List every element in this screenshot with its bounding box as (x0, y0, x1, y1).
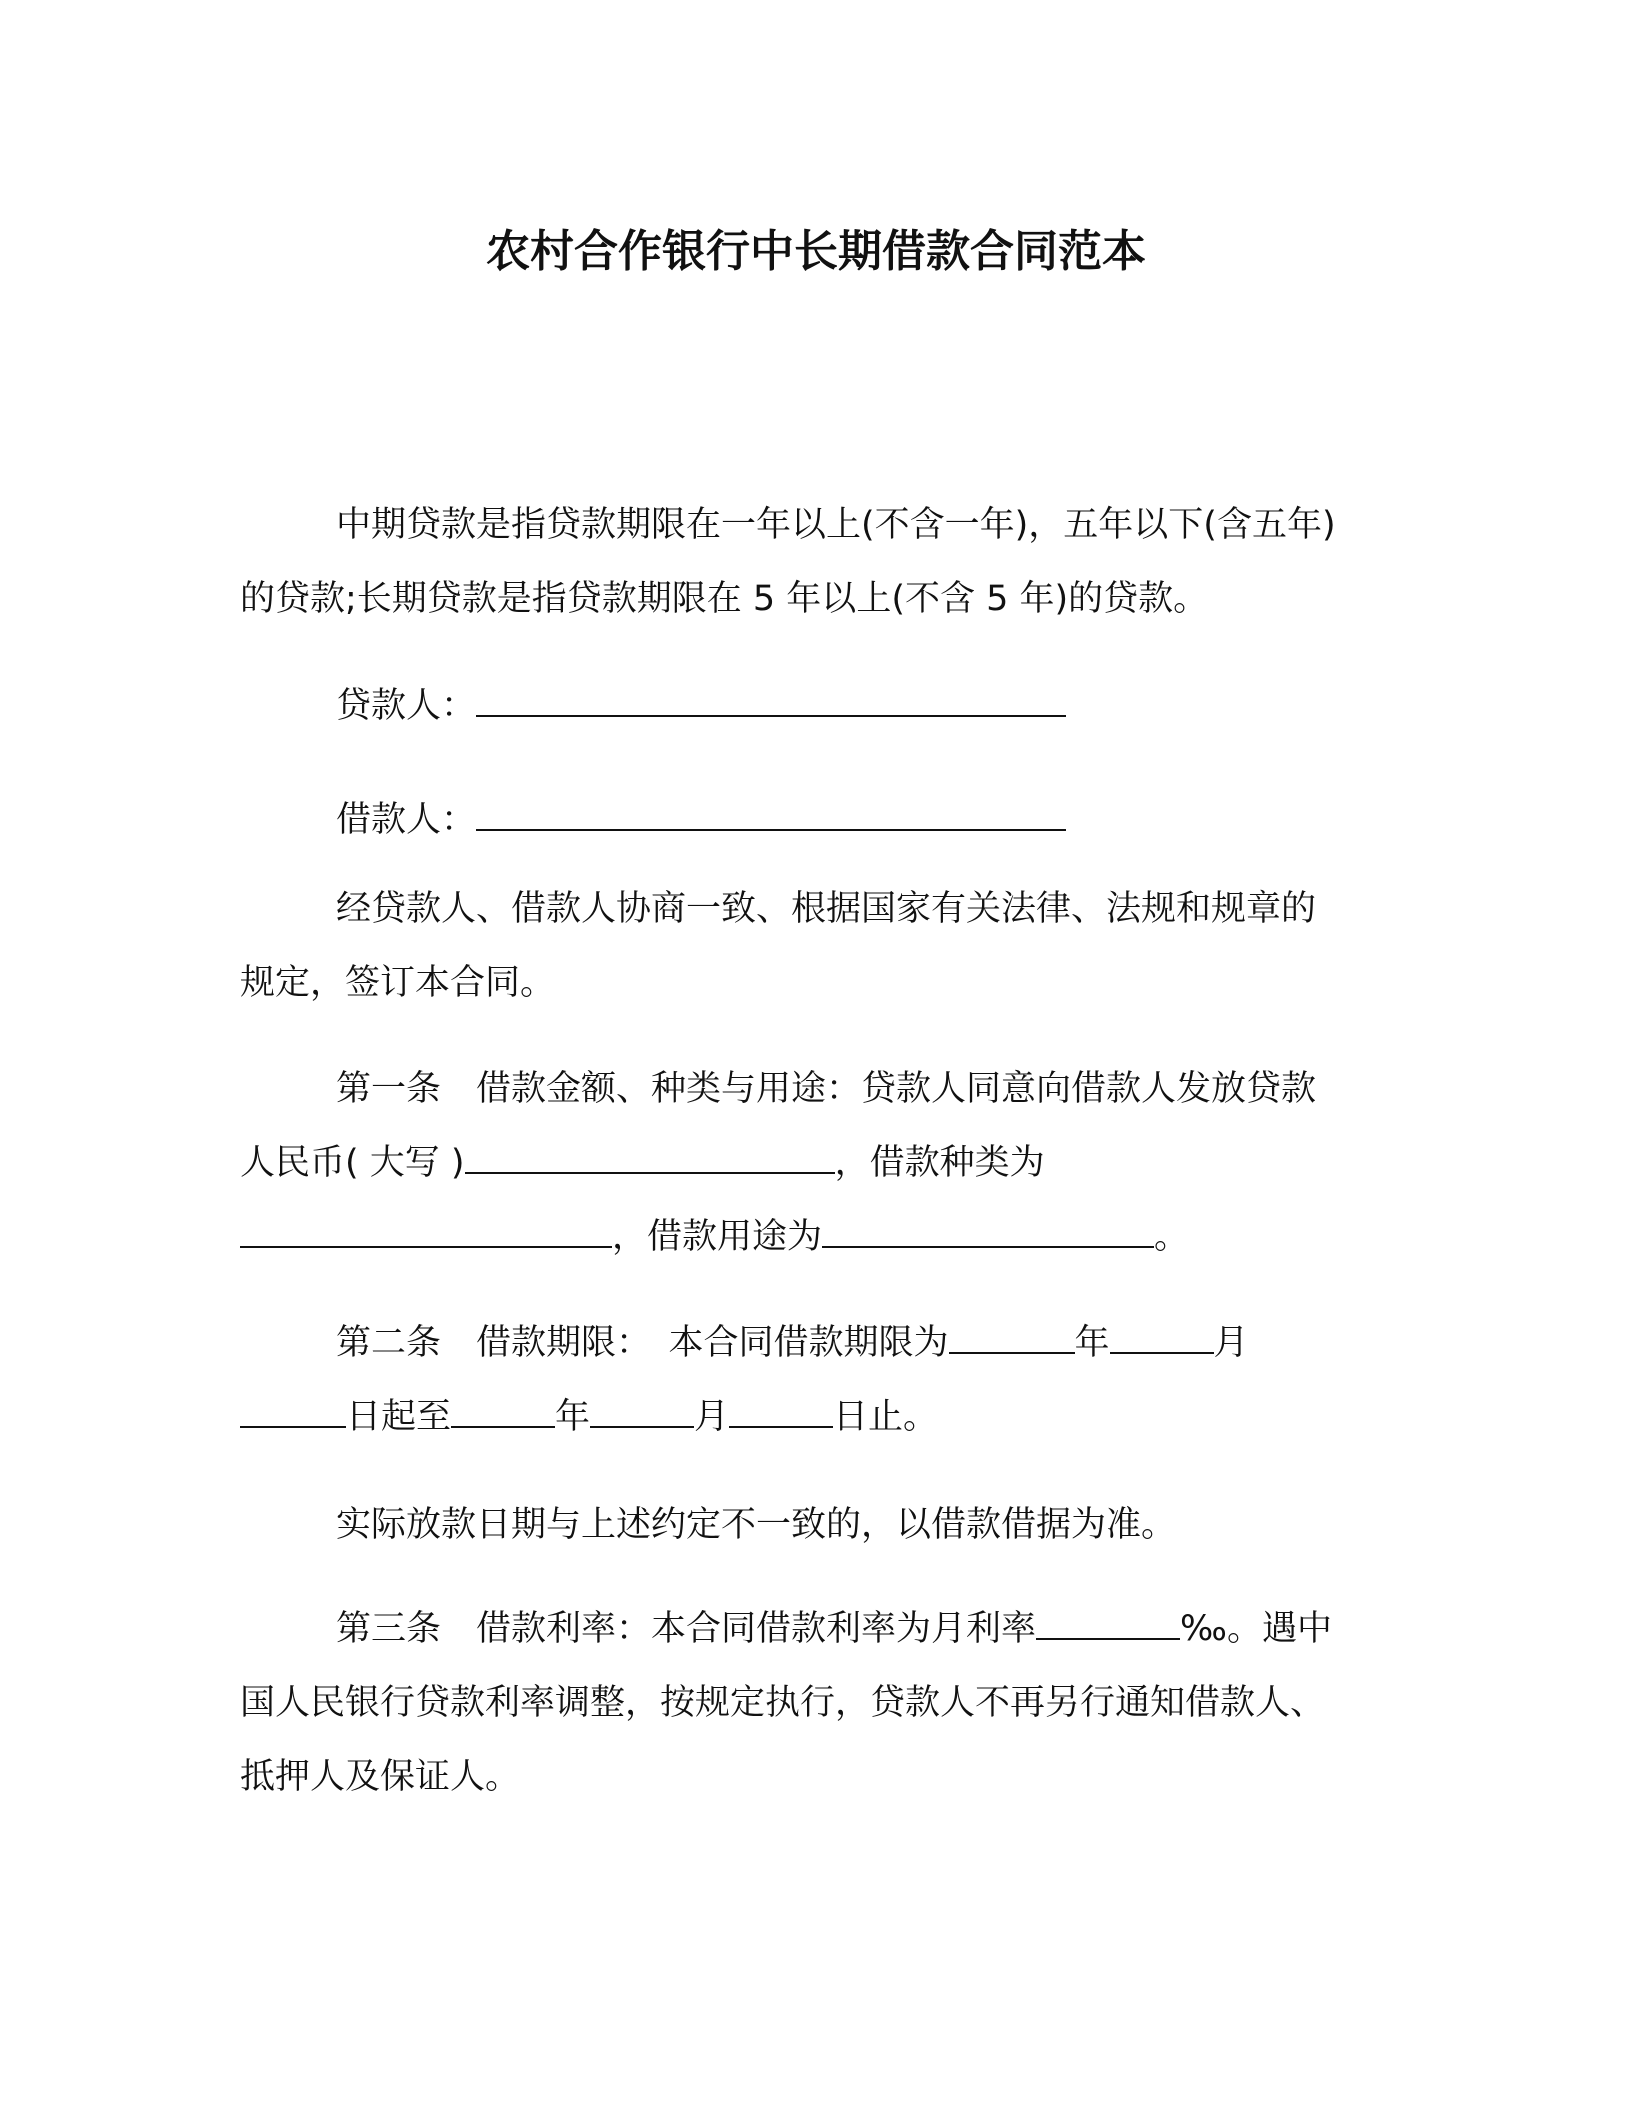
end-month-unit: 月 (694, 1397, 730, 1437)
agreement-line-1: 经贷款人、借款人协商一致、根据国家有关法律、法规和规章的 (336, 889, 1317, 929)
lender-label: 贷款人： (336, 686, 477, 726)
article-2 (240, 1306, 1400, 1454)
article-1-end: 。 (1154, 1217, 1190, 1257)
article-1-line-3 (240, 1200, 1400, 1274)
intro-line-1: 中期贷款是指贷款期限在一年以上(不含一年)，五年以下(含五年) (336, 505, 1336, 545)
end-year-blank[interactable] (451, 1398, 555, 1428)
amount-blank[interactable] (465, 1144, 835, 1174)
article-2-label: 第二条 借款期限： 本合同借款期限为 (336, 1323, 949, 1363)
actual-release-line: 实际放款日期与上述约定不一致的，以借款借据为准。 (336, 1505, 1177, 1545)
start-month-blank[interactable] (1110, 1324, 1214, 1354)
article-1-line-1: 第一条 借款金额、种类与用途：贷款人同意向借款人发放贷款 (336, 1069, 1317, 1109)
end-day-unit: 日止。 (833, 1397, 939, 1437)
end-year-unit: 年 (555, 1397, 591, 1437)
article-3 (240, 1592, 1400, 1814)
start-year-blank[interactable] (949, 1324, 1075, 1354)
start-month-unit: 月 (1213, 1323, 1249, 1363)
article-3-line-1 (240, 1592, 1400, 1666)
borrower-line (336, 790, 1066, 850)
document-title: 农村合作银行中长期借款合同范本 (486, 226, 1146, 277)
article-1-currency-label: 人民币( 大写 ) (240, 1143, 465, 1183)
lender-blank[interactable] (476, 687, 1066, 717)
article-1-type-label: ，借款种类为 (834, 1143, 1045, 1183)
borrower-label: 借款人： (336, 800, 477, 840)
start-day-blank[interactable] (240, 1398, 346, 1428)
borrower-blank[interactable] (476, 801, 1066, 831)
article-1-line-2 (240, 1126, 1400, 1200)
article-1 (240, 1052, 1400, 1274)
article-3-line-3: 抵押人及保证人。 (240, 1757, 521, 1797)
agreement-line-2: 规定，签订本合同。 (240, 963, 556, 1003)
loan-type-blank[interactable] (240, 1218, 612, 1248)
article-3-permille: ‰。遇中 (1180, 1609, 1332, 1649)
start-year-unit: 年 (1074, 1323, 1110, 1363)
intro-line-2: 的贷款;长期贷款是指贷款期限在 5 年以上(不含 5 年)的贷款。 (240, 579, 1209, 619)
lender-line (336, 676, 1066, 736)
end-day-blank[interactable] (729, 1398, 833, 1428)
loan-purpose-blank[interactable] (822, 1218, 1154, 1248)
start-day-unit: 日起至 (346, 1397, 452, 1437)
interest-rate-blank[interactable] (1036, 1610, 1180, 1640)
actual-release-paragraph (240, 1488, 1400, 1562)
article-3-line-2: 国人民银行贷款利率调整，按规定执行，贷款人不再另行通知借款人、 (240, 1683, 1326, 1723)
article-1-purpose-label: ，借款用途为 (612, 1217, 823, 1257)
agreement-paragraph (240, 872, 1400, 1020)
article-3-label: 第三条 借款利率：本合同借款利率为月利率 (336, 1609, 1037, 1649)
intro-paragraph (240, 488, 1400, 636)
article-2-line-2 (240, 1380, 1400, 1454)
article-2-line-1 (240, 1306, 1400, 1380)
end-month-blank[interactable] (590, 1398, 694, 1428)
